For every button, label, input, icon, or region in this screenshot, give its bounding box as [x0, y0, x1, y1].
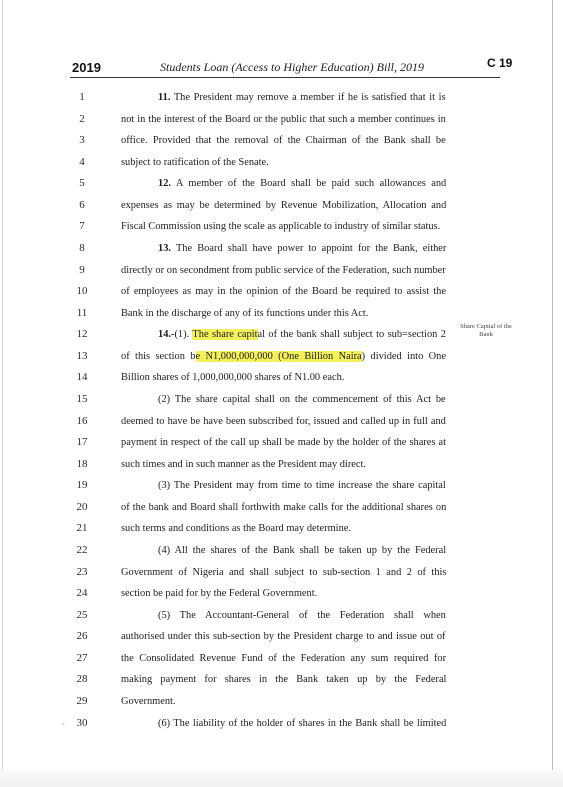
- line-number: 20: [76, 501, 88, 513]
- text-segment: Billion shares of 1,000,000,000 shares of N1.00 each.: [121, 372, 345, 383]
- text-segment: (4) All the shares of the Bank shall be taken up by the Federal: [158, 545, 447, 556]
- text-segment: the Consolidated Revenue Fund of the Federation any sum required for: [121, 653, 447, 664]
- text-line: [121, 673, 446, 686]
- text-line: [121, 220, 440, 233]
- line-number: 19: [76, 479, 88, 491]
- text-segment: Government of Nigeria and shall subject to sub-section 1 and 2 of this: [121, 567, 447, 578]
- text-segment: ) divided into One: [361, 351, 446, 362]
- line-number: 6: [79, 199, 85, 211]
- text-segment: The Board shall have power to appoint for the Bank, either: [171, 243, 447, 254]
- section-number: 14.-: [158, 329, 175, 340]
- text-segment: expenses as may be determined by Revenue Mobilization, Allocation and: [121, 200, 447, 211]
- line-number: 12: [76, 328, 88, 340]
- text-segment: not in the interest of the Board or the public that such a member continues in: [121, 114, 446, 125]
- scan-mark: ˇ: [62, 722, 65, 731]
- line-number: 8: [79, 242, 85, 254]
- highlighted-text: e N1,000,000,000 (One Billion Naira: [195, 351, 362, 362]
- text-segment: payment in respect of the call up shall be made by the holder of the shares at: [121, 437, 446, 448]
- header-year: 2019: [72, 60, 101, 75]
- text-segment: A member of the Board shall be paid such allowances and: [171, 178, 447, 189]
- text-line: [121, 415, 446, 428]
- text-line: [158, 544, 446, 557]
- page-bottom-edge: [0, 770, 563, 787]
- text-segment: directly or on secondment from public service of the Federation, such number: [121, 265, 446, 276]
- line-number: 9: [79, 264, 85, 276]
- text-line: [121, 285, 446, 298]
- section-number: 12.: [158, 178, 171, 189]
- header-rule: [70, 77, 500, 78]
- text-line: [158, 91, 446, 104]
- line-number: 15: [76, 393, 88, 405]
- header-page-ref: C 19: [487, 56, 513, 70]
- margin-note: Share Capital of the Bank: [460, 323, 512, 338]
- text-line: [121, 458, 366, 471]
- line-number: 2: [79, 113, 85, 125]
- text-line: [121, 566, 446, 579]
- text-line: [121, 199, 446, 212]
- scan-edge-right: [552, 0, 553, 787]
- text-segment: of this section b: [121, 351, 196, 362]
- scan-edge-left: [2, 0, 3, 787]
- text-segment: (3) The President may from time to time increase the share capital: [158, 480, 446, 491]
- text-line: [158, 242, 446, 255]
- header-title: Students Loan (Access to Higher Education) Bill, 2019: [160, 60, 424, 74]
- text-segment: Fiscal Commission using the scale as applicable to industry of similar status.: [121, 221, 441, 232]
- section-number: 13.: [158, 243, 171, 254]
- text-segment: (2) The share capital shall on the commencement of this Act be: [158, 394, 446, 405]
- text-line: [121, 630, 446, 643]
- line-number: 10: [76, 285, 88, 297]
- text-line: [121, 371, 344, 384]
- text-segment: such times and in such manner as the President may direct.: [121, 459, 366, 470]
- line-number: 13: [76, 350, 88, 362]
- text-segment: deemed to have be have been subscribed for, issued and called up in full and: [121, 416, 446, 427]
- line-number: 14: [76, 371, 88, 383]
- line-number: 26: [76, 630, 88, 642]
- line-number: 18: [76, 458, 88, 470]
- text-line: [121, 522, 351, 535]
- text-line: [121, 134, 446, 147]
- text-line: [121, 587, 317, 600]
- line-number: 27: [76, 652, 88, 664]
- text-segment: Government.: [121, 696, 176, 707]
- line-number: 17: [76, 436, 88, 448]
- text-line: [158, 609, 446, 622]
- text-line: [158, 479, 446, 492]
- line-number: 16: [76, 415, 88, 427]
- line-number: 25: [76, 609, 88, 621]
- text-segment: (5) The Accountant-General of the Federation shall when: [158, 610, 446, 621]
- text-segment: Bank in the discharge of any of its functions under this Act.: [121, 308, 369, 319]
- line-number: 11: [76, 307, 88, 319]
- text-line: [158, 177, 446, 190]
- text-line: [121, 113, 446, 126]
- text-segment: The President may remove a member if he is satisfied that it is: [170, 92, 446, 103]
- text-line: [121, 156, 269, 169]
- text-segment: making payment for shares in the Bank taken up by the Federal: [121, 674, 447, 685]
- line-number: 29: [76, 695, 88, 707]
- line-number: 1: [79, 91, 85, 103]
- text-line: [121, 501, 446, 514]
- text-line: [121, 436, 446, 449]
- text-line: [121, 350, 446, 363]
- line-number: 22: [76, 544, 88, 556]
- text-line: [121, 307, 368, 320]
- text-line: [158, 393, 446, 406]
- text-segment: (1).: [174, 329, 193, 340]
- text-line: [121, 264, 446, 277]
- text-segment: of the bank and Board shall forthwith make calls for the additional shares on: [121, 502, 447, 513]
- text-segment: office. Provided that the removal of the Chairman of the Bank shall be: [121, 135, 446, 146]
- section-number: 11.: [158, 92, 171, 103]
- text-segment: section be paid for by the Federal Government.: [121, 588, 318, 599]
- text-segment: of employees as may in the opinion of the Board be required to assist the: [121, 286, 446, 297]
- line-number: 30: [76, 717, 88, 729]
- line-number: 3: [79, 134, 85, 146]
- text-line: [121, 695, 176, 708]
- line-number: 28: [76, 673, 88, 685]
- line-number: 5: [79, 177, 85, 189]
- text-line: [158, 328, 446, 341]
- text-segment: such terms and conditions as the Board may determine.: [121, 523, 351, 534]
- line-number: 24: [76, 587, 88, 599]
- line-number: 23: [76, 566, 88, 578]
- line-number: 7: [79, 220, 85, 232]
- line-number: 4: [79, 156, 85, 168]
- highlighted-text: The share capit: [192, 329, 258, 340]
- text-line: [158, 717, 446, 730]
- text-segment: subject to ratification of the Senate.: [121, 157, 269, 168]
- text-segment: al of the bank shall subject to sub=section 2: [257, 329, 446, 340]
- text-segment: authorised under this sub-section by the President charge to and issue out of: [121, 631, 446, 642]
- line-number: 21: [76, 522, 88, 534]
- text-segment: (6) The liability of the holder of shares in the Bank shall be limited: [158, 718, 447, 729]
- text-line: [121, 652, 446, 665]
